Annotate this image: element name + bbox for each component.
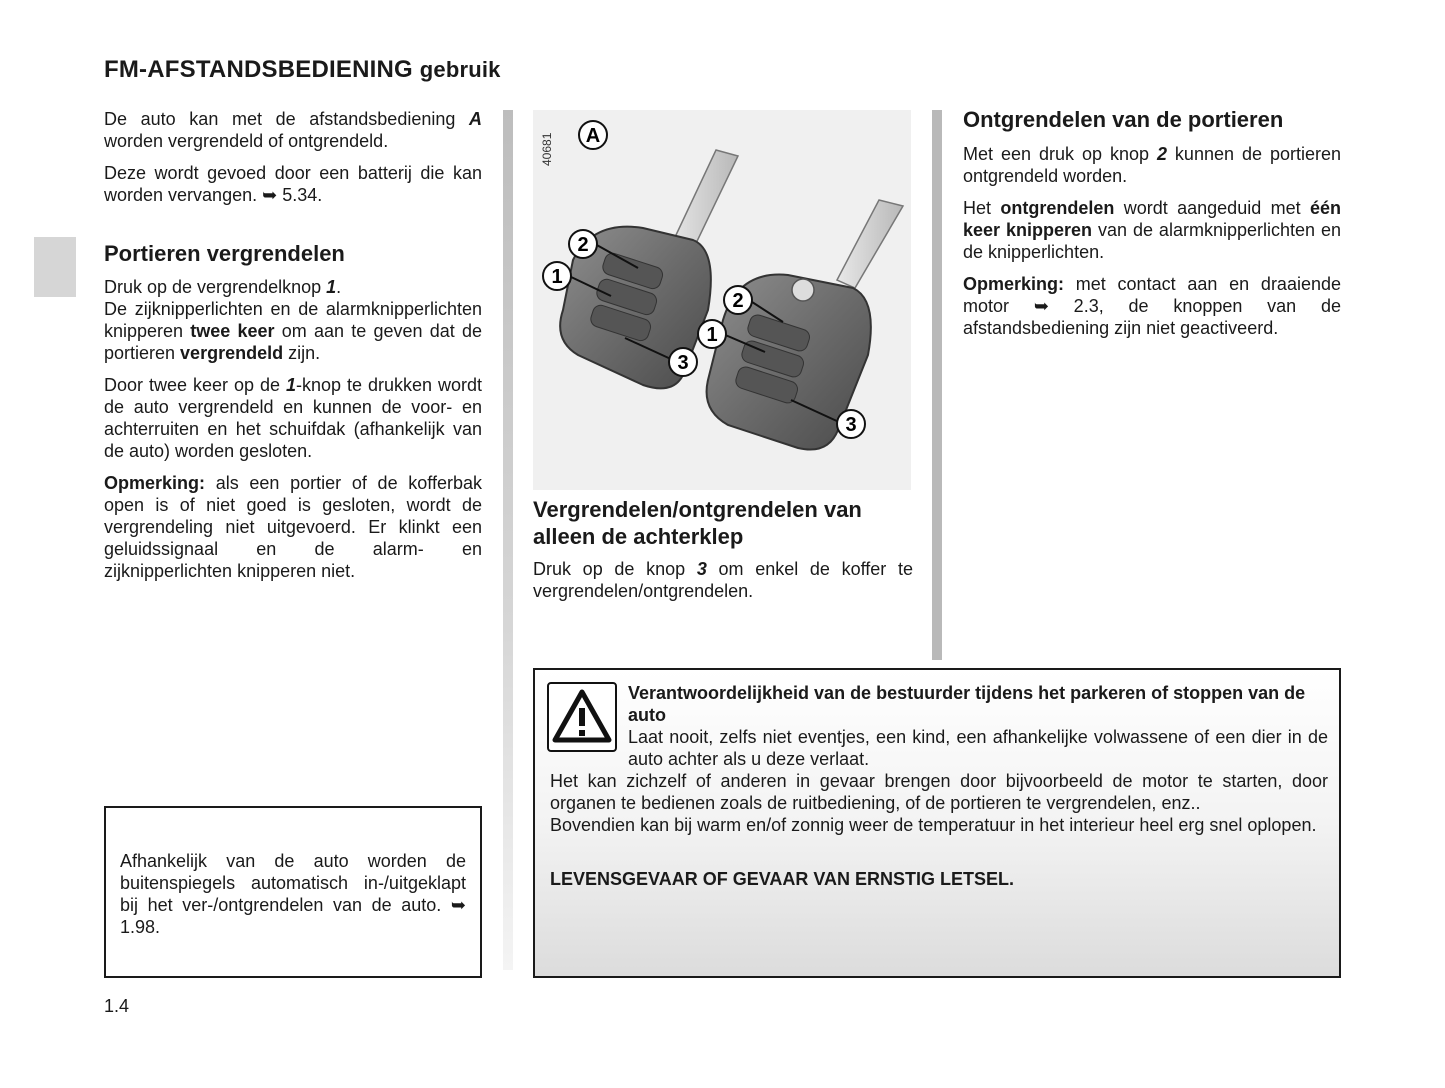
warning-icon-frame xyxy=(547,682,617,752)
remote-key-figure xyxy=(533,110,911,490)
section-heading-unlock: Ontgrendelen van de portieren xyxy=(963,107,1284,132)
lock-paragraph-1: Druk op de vergrendelknop 1. De zijknipperlichten en de alarmknipperlichten knipperen twee keer om aan te geven dat de portieren vergrendeld zijn. xyxy=(104,277,482,363)
warning-box xyxy=(533,668,1341,978)
column-divider-left xyxy=(503,110,513,970)
callout-1: 1 xyxy=(551,266,563,288)
callout-3: 3 xyxy=(845,414,857,436)
remote-key-illustration xyxy=(533,110,911,490)
page-reference[interactable]: ➥ 2.3 xyxy=(1033,296,1099,316)
callout-1: 1 xyxy=(706,324,718,346)
page-reference[interactable]: ➥ 1.98. xyxy=(120,895,466,937)
title-main: FM-AFSTANDSBEDIENING xyxy=(104,56,413,83)
page-number: 1.4 xyxy=(104,996,130,1016)
unlock-paragraph-2: Het ontgrendelen wordt aangeduid met één keer knipperen van de alarmknipperlichten en de knipperlichten. xyxy=(963,198,1341,262)
callout-2: 2 xyxy=(577,234,589,256)
remote-key-1 xyxy=(560,150,738,388)
warning-paragraph-2: Het kan zichzelf of anderen in gevaar brengen door bijvoorbeeld de motor te starten, door organen te bedienen zoals de ruitbediening, of de portieren te vergrendelen, enz.. xyxy=(550,771,1328,813)
page-title xyxy=(104,56,501,84)
unlock-paragraph-1: Met een druk op knop 2 kunnen de portieren ontgrendeld worden. xyxy=(963,144,1341,186)
lock-paragraph-2: Door twee keer op de 1-knop te drukken wordt de auto vergrendeld en kunnen de voor- en achterruiten en het schuifdak (afhankelijk van de auto) worden gesloten. xyxy=(104,375,482,461)
warning-heading: Verantwoordelijkheid van de bestuurder tijdens het parkeren of stoppen van de auto xyxy=(628,683,1306,725)
remote-key-2 xyxy=(707,200,903,450)
callout-2: 2 xyxy=(732,290,744,312)
intro-paragraph-1: De auto kan met de afstandsbediening A worden vergrendeld of ontgrendeld. xyxy=(104,109,482,151)
column-divider-right xyxy=(932,110,942,660)
mirror-note-text: Afhankelijk van de auto worden de buitenspiegels automatisch in-/uitgeklapt bij het ver-/ontgrendelen van de auto. ➥ 1.98. xyxy=(120,851,466,937)
unlock-paragraph-3: Opmerking: met contact aan en draaiende motor ➥ 2.3, de knoppen van de afstandsbediening zijn niet geactiveerd. xyxy=(963,274,1342,338)
mirror-note-box xyxy=(104,806,482,978)
warning-paragraph-1: Laat nooit, zelfs niet eventjes, een kind, een afhankelijke volwassene of een dier in de auto achter als u deze verlaat. xyxy=(628,727,1328,769)
section-heading-lock: Portieren vergrendelen xyxy=(104,241,345,266)
callout-3: 3 xyxy=(677,352,689,374)
lock-paragraph-3: Opmerking: als een portier of de kofferbak open is of niet goed is gesloten, wordt de vergrendeling niet uitgevoerd. Er klinkt een geluidssignaal en de alarm- en zijknipperlichten knipperen niet. xyxy=(104,473,482,581)
warning-triangle-icon xyxy=(549,684,615,750)
warning-paragraph-4: LEVENSGEVAAR OF GEVAAR VAN ERNSTIG LETSEL. xyxy=(550,869,1015,889)
label-a: A xyxy=(585,125,601,147)
title-sub: gebruik xyxy=(419,57,501,82)
figure-code: 40681 xyxy=(540,132,554,166)
page-reference[interactable]: ➥ 5.34. xyxy=(262,185,323,205)
tailgate-paragraph: Druk op de knop 3 om enkel de koffer te vergrendelen/ontgrendelen. xyxy=(533,559,913,601)
intro-paragraph-2: Deze wordt gevoed door een batterij die kan worden vervangen. ➥ 5.34. xyxy=(104,163,482,205)
section-heading-tailgate: Vergrendelen/ontgrendelen van alleen de achterklep xyxy=(533,497,862,549)
warning-paragraph-3: Bovendien kan bij warm en/of zonnig weer de temperatuur in het interieur heel erg snel oplopen. xyxy=(550,815,1317,835)
chapter-tab xyxy=(34,237,76,297)
